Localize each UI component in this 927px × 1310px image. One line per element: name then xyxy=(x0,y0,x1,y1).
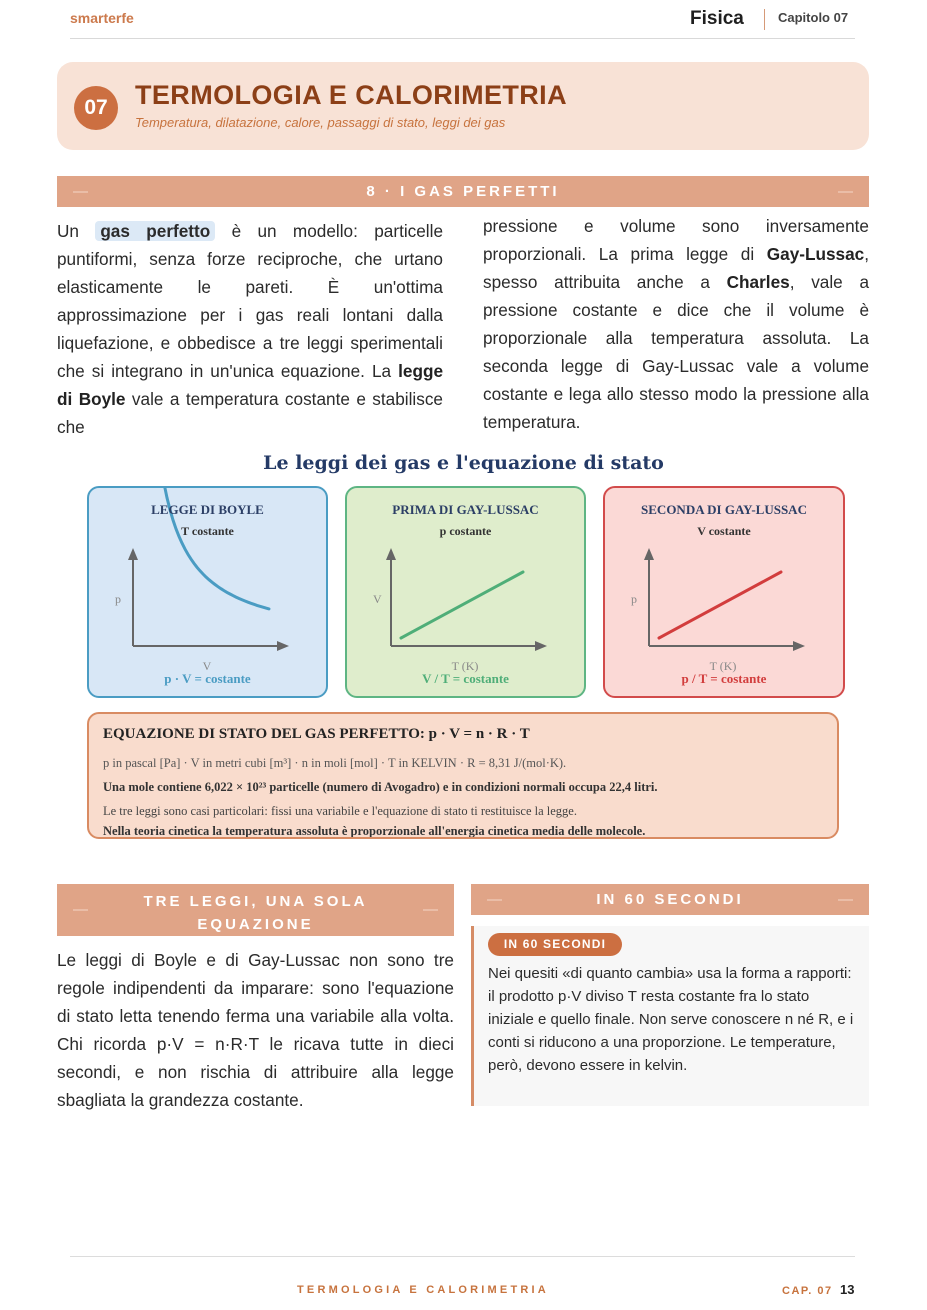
avogadro-note: Una mole contiene 6,022 × 10²³ particelle (numero di Avogadro) e in condizioni normali occupa 22,4 litri. xyxy=(103,780,658,794)
dash-left: — xyxy=(487,891,502,908)
y-axis-label: p xyxy=(631,592,637,606)
panel-formula: p · V = costante xyxy=(164,671,251,686)
footer-cap: CAP. 07 xyxy=(782,1285,833,1297)
equation-units: p in pascal [Pa] · V in metri cubi [m³] · n in moli [mol] · T in KELVIN · R = 8,31 J/(mol·K). xyxy=(103,756,567,770)
x-axis-label: T (K) xyxy=(451,659,479,673)
panel-gay-lussac-1 xyxy=(345,486,586,698)
law-curve xyxy=(659,572,781,638)
callout-text: Nei quesiti «di quanto cambia» usa la forma a rapporti: il prodotto p·V diviso T resta costante fra lo stato iniziale e quello finale. Non serve conoscere n né R, e i conti si riducono a una proporzione. Le temperature, però, devono essere in kelvin. xyxy=(488,965,854,1074)
kinetic-theory-note: Nella teoria cinetica la temperatura assoluta è proporzionale all'energia cinetica media delle molecole. xyxy=(103,824,646,838)
bold-charles: Charles xyxy=(726,272,790,292)
panel-title: LEGGE DI BOYLE xyxy=(151,502,264,517)
highlight-gas-perfetto: gas perfetto xyxy=(95,221,215,241)
bold-gay-lussac: Gay-Lussac xyxy=(766,244,865,264)
header-divider xyxy=(764,9,765,30)
subject-title: Fisica xyxy=(690,8,744,29)
chapter-title: TERMOLOGIA E CALORIMETRIA xyxy=(135,80,567,110)
dash-right: — xyxy=(423,901,438,918)
panel-condition: T costante xyxy=(181,524,234,538)
panel-gay-lussac-2 xyxy=(603,486,845,698)
x-axis-arrow xyxy=(277,641,289,651)
panel-boyle xyxy=(87,486,328,698)
section-tre-leggi-title-line1: TRE LEGGI, UNA SOLA xyxy=(143,893,368,910)
dash-left: — xyxy=(73,183,88,200)
dash-right: — xyxy=(838,891,853,908)
equation-box xyxy=(87,712,839,839)
panel-title: SECONDA DI GAY-LUSSAC xyxy=(641,502,807,517)
text-run: vale a temperatura costante e stabilisce che xyxy=(57,389,443,437)
chapter-subtitle: Temperatura, dilatazione, calore, passaggi di stato, leggi dei gas xyxy=(135,115,506,130)
section-60-header xyxy=(471,884,869,915)
section-tre-leggi-header xyxy=(57,884,454,936)
x-axis-arrow xyxy=(535,641,547,651)
section-8-paragraph-right xyxy=(483,212,869,436)
section-8-header xyxy=(57,176,869,207)
section-tre-leggi-title-line2: EQUAZIONE xyxy=(197,916,314,933)
text-run: pressione e volume sono inversamente proporzionali. La prima legge di xyxy=(483,216,869,264)
section-8-title: 8 · I GAS PERFETTI xyxy=(366,183,560,200)
header-rule xyxy=(70,38,855,39)
section-60-title: IN 60 SECONDI xyxy=(596,891,744,908)
y-axis-label: p xyxy=(115,592,121,606)
footer-chapter: TERMOLOGIA E CALORIMETRIA xyxy=(297,1284,549,1296)
panel-formula: p / T = costante xyxy=(681,671,767,686)
chapter-number-badge: 07 xyxy=(74,86,118,130)
y-axis-arrow xyxy=(386,548,396,560)
y-axis-arrow xyxy=(644,548,654,560)
panel-condition: p costante xyxy=(439,524,492,538)
panel-condition: V costante xyxy=(697,524,751,538)
text-run: , vale a pressione costante e dice che il volume è proporzionale alla temperatura assoluta. La seconda legge di Gay-Lussac vale a volume costante e lega allo stesso modo la pressione alla temperatura. xyxy=(483,272,869,432)
dash-right: — xyxy=(838,183,853,200)
y-axis-label: V xyxy=(373,592,382,606)
chapter-label: Capitolo 07 xyxy=(778,10,849,25)
x-axis-arrow xyxy=(793,641,805,651)
footer-rule xyxy=(70,1256,855,1257)
law-curve xyxy=(401,572,523,638)
text-run: , spesso attribuita anche a xyxy=(483,244,869,292)
section-tre-leggi-text: Le leggi di Boyle e di Gay-Lussac non sono tre regole indipendenti da imparare: sono l'equazione di stato letta tenendo ferma una variabile alla volta. Chi ricorda p·V = n·R·T le ricava tutte in dieci secondi, e non rischia di attribuire alla legge sbagliata la grandezza costante. xyxy=(57,950,454,1110)
section-8-paragraph-left xyxy=(57,217,443,441)
x-axis-label: T (K) xyxy=(709,659,737,673)
text-run: è un modello: particelle puntiformi, senza forze reciproche, che urtano elasticamente le pareti. È un'ottima approssimazione per i gas reali lontani dalla liquefazione, e obbedisce a tre leggi sperimentali che si integrano in un'unica equazione. La xyxy=(57,221,444,381)
panel-formula: V / T = costante xyxy=(422,671,509,686)
text-run: Un xyxy=(57,221,96,241)
dash-left: — xyxy=(73,901,88,918)
y-axis-arrow xyxy=(128,548,138,560)
bold-legge-di-boyle: legge di Boyle xyxy=(57,361,443,409)
footer-page-number: 13 xyxy=(840,1282,855,1297)
callout-pill: IN 60 SECONDI xyxy=(488,933,622,956)
brand-name: smarterfe xyxy=(70,10,134,26)
figure-title: Le leggi dei gas e l'equazione di stato xyxy=(263,452,664,474)
panel-title: PRIMA DI GAY-LUSSAC xyxy=(392,502,539,517)
equation-heading: EQUAZIONE DI STATO DEL GAS PERFETTO: p · V = n · R · T xyxy=(103,726,530,742)
special-cases-note: Le tre leggi sono casi particolari: fissi una variabile e l'equazione di stato ti restituisce la legge. xyxy=(103,804,577,818)
x-axis-label: V xyxy=(202,659,212,673)
